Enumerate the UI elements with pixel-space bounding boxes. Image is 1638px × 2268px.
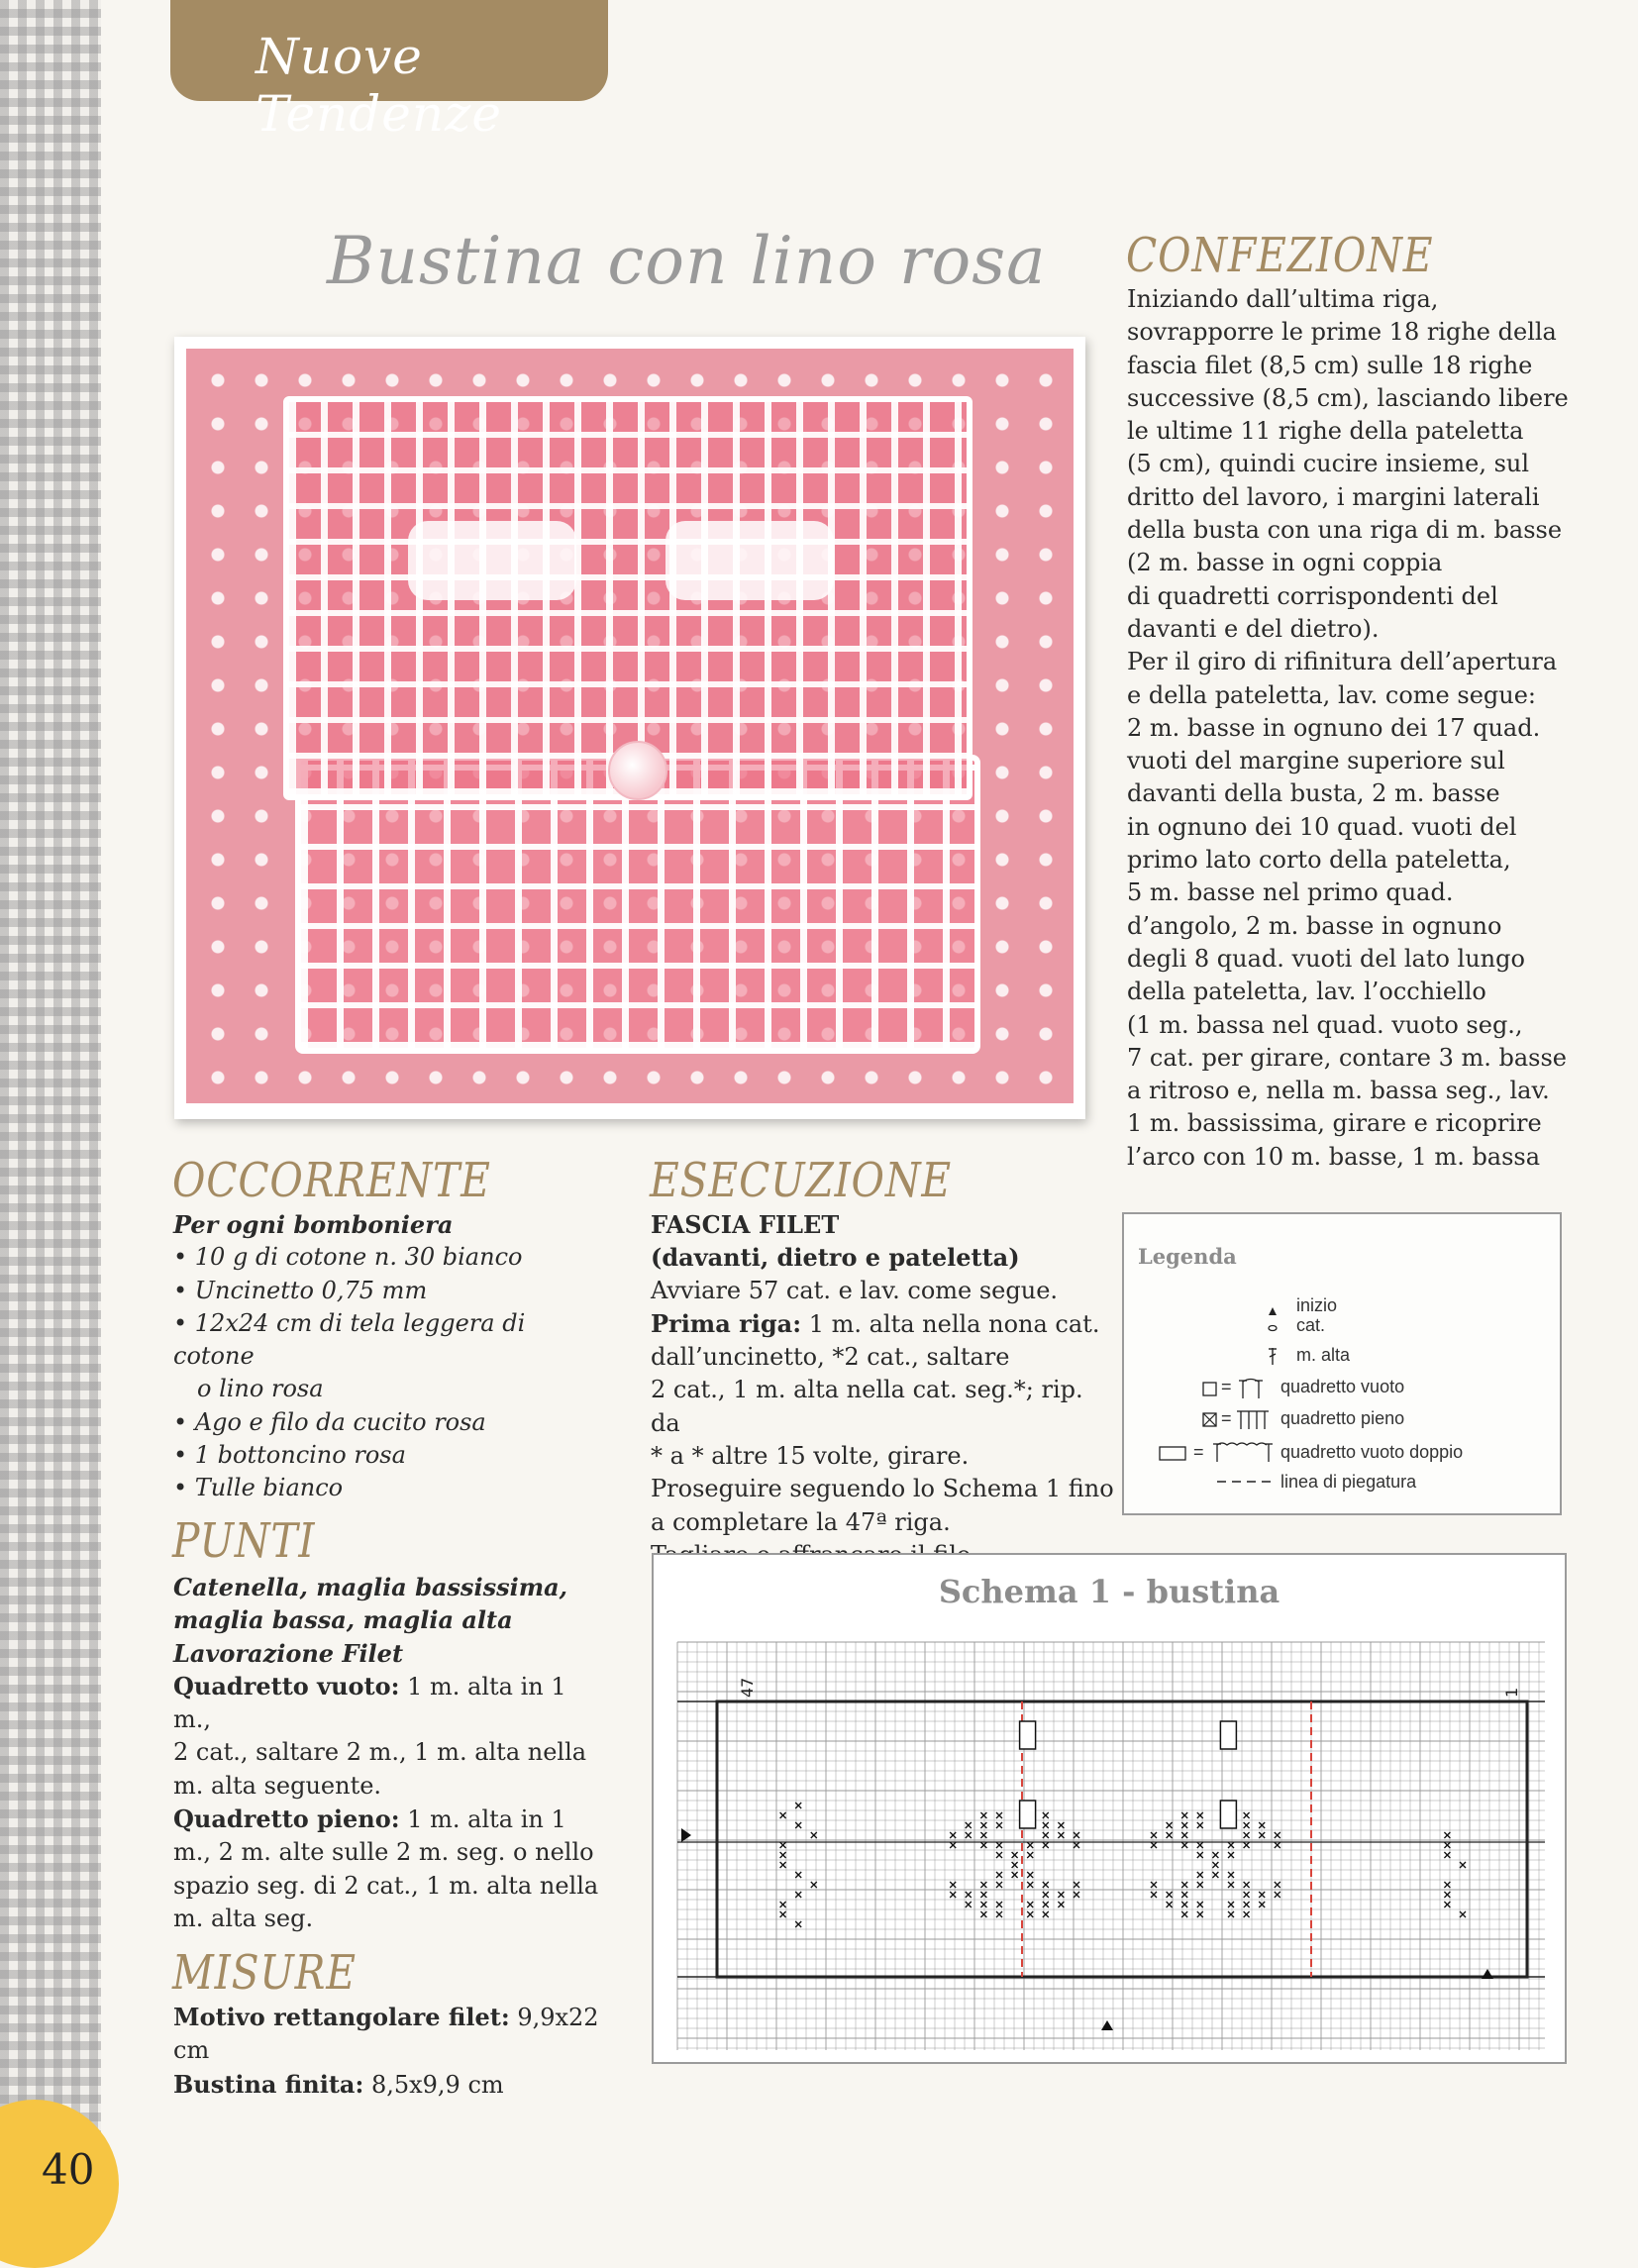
occorrente-item: • Tulle bianco xyxy=(173,1474,344,1502)
motivo-value: 9,9x22 cm xyxy=(173,2004,599,2065)
misure-text xyxy=(173,2001,629,2102)
confezione-line: Iniziando dall’ultima riga, xyxy=(1127,285,1439,313)
quadretto-pieno-line: m., 2 m. alte sulle 2 m. seg. o nello xyxy=(173,1838,594,1867)
legend-m-alta: m. alta xyxy=(1296,1345,1351,1365)
esecuzione-line: 2 cat., 1 m. alta nella cat. seg.*; rip. da xyxy=(651,1376,1083,1437)
legend-pieno: quadretto pieno xyxy=(1280,1408,1405,1428)
page-number-badge xyxy=(0,2100,119,2268)
pink-button xyxy=(608,741,667,800)
esecuzione-line: * a * altre 15 volte, girare. xyxy=(651,1442,970,1471)
row-label-top: 47 xyxy=(738,1677,757,1698)
legend-doppio: quadretto vuoto doppio xyxy=(1280,1442,1464,1462)
quadretto-vuoto-line: 2 cat., saltare 2 m., 1 m. alta nella xyxy=(173,1738,587,1767)
page-number: 40 xyxy=(42,2145,95,2194)
work-area-outline xyxy=(717,1701,1527,1977)
schema-box xyxy=(652,1553,1567,2064)
confezione-line: fascia filet (8,5 cm) sulle 18 righe xyxy=(1127,351,1533,379)
bar-cell xyxy=(1020,1801,1036,1828)
legend-eq: = xyxy=(1221,1408,1232,1428)
confezione-heading: CONFEZIONE xyxy=(1126,228,1434,283)
gingham-border xyxy=(0,0,101,2222)
esecuzione-line: Avviare 57 cat. e lav. come segue. xyxy=(651,1276,1059,1304)
article-title: Bustina con lino rosa xyxy=(327,223,1047,299)
purse-flap xyxy=(283,396,973,800)
confezione-line: d’angolo, 2 m. basse in ognuno xyxy=(1127,911,1502,940)
schema-chart xyxy=(654,1555,1565,2062)
confezione-line: (1 m. bassa nel quad. vuoto seg., xyxy=(1127,1010,1523,1039)
confezione-line: 2 m. basse in ognuno dei 17 quad. xyxy=(1127,713,1541,742)
confezione-line: della pateletta, lav. l’occhiello xyxy=(1127,978,1486,1006)
confezione-line: dritto del lavoro, i margini laterali xyxy=(1127,482,1540,511)
punti-line: maglia bassa, maglia alta xyxy=(173,1605,513,1635)
occorrente-item: • 1 bottoncino rosa xyxy=(173,1441,406,1470)
confezione-line: davanti della busta, 2 m. basse xyxy=(1127,779,1500,808)
flap-motif-left xyxy=(408,521,576,600)
legend-eq: = xyxy=(1193,1442,1204,1462)
confezione-text xyxy=(1127,283,1583,1174)
product-photo xyxy=(174,337,1085,1119)
occorrente-item: • Ago e filo da cucito rosa xyxy=(173,1407,486,1436)
confezione-line: (5 cm), quindi cucire insieme, sul xyxy=(1127,450,1530,478)
occorrente-item: • 10 g di cotone n. 30 bianco xyxy=(173,1243,523,1272)
full-square-stitch-icon xyxy=(1237,1411,1269,1429)
confezione-line: 1 m. bassissima, girare e ricoprire xyxy=(1127,1109,1542,1138)
legend-inizio: inizio xyxy=(1296,1295,1338,1315)
bar-cell xyxy=(1220,1801,1236,1828)
occorrente-item: • Uncinetto 0,75 mm xyxy=(173,1276,428,1304)
confezione-line: 7 cat. per girare, contare 3 m. basse xyxy=(1127,1043,1567,1072)
esecuzione-sub: (davanti, dietro e pateletta) xyxy=(651,1243,1020,1273)
row-label-bottom: 1 xyxy=(1502,1687,1521,1698)
occorrente-heading: OCCORRENTE xyxy=(172,1153,491,1208)
section-tab xyxy=(170,0,608,143)
legend-eq: = xyxy=(1221,1377,1232,1396)
schema-title: Schema 1 - bustina xyxy=(938,1573,1280,1610)
confezione-line: di quadretti corrispondenti del xyxy=(1127,581,1498,610)
occorrente-item: o lino rosa xyxy=(197,1375,324,1403)
legend-piegatura: linea di piegatura xyxy=(1280,1472,1417,1492)
esecuzione-sub: FASCIA FILET xyxy=(651,1210,840,1239)
quadretto-vuoto-label: Quadretto vuoto: xyxy=(173,1671,400,1701)
chain-icon xyxy=(1269,1326,1277,1331)
bustina-value: 8,5x9,9 cm xyxy=(363,2070,504,2099)
confezione-line: 5 m. basse nel primo quad. xyxy=(1127,878,1454,907)
flap-motif-right xyxy=(665,521,834,600)
photo-background xyxy=(186,349,1074,1103)
quadretto-pieno-line: spazio seg. di 2 cat., 1 m. alta nella xyxy=(173,1871,599,1900)
confezione-line: Per il giro di rifinitura dell’apertura xyxy=(1127,648,1558,676)
esecuzione-line: Proseguire seguendo lo Schema 1 fino xyxy=(651,1475,1114,1503)
punti-heading: PUNTI xyxy=(172,1513,316,1569)
punti-line: Catenella, maglia bassissima, xyxy=(173,1573,568,1601)
confezione-line: e della pateletta, lav. come segue: xyxy=(1127,680,1537,709)
legend-box xyxy=(1122,1212,1562,1515)
confezione-line: a ritroso e, nella m. bassa seg., lav. xyxy=(1127,1077,1550,1105)
start-arrow-icon xyxy=(1269,1307,1277,1315)
quadretto-pieno-line: Quadretto pieno: 1 m. alta in 1 xyxy=(173,1804,566,1834)
quadretto-vuoto-line: m. alta seguente. xyxy=(173,1771,382,1800)
section-tab-label: Nuove Tendenze xyxy=(256,28,502,143)
start-arrow-icon xyxy=(1482,1969,1493,1979)
bar-cell xyxy=(1020,1721,1036,1749)
motivo-label: Motivo rettangolare filet: xyxy=(173,2003,510,2031)
confezione-line: in ognuno dei 10 quad. vuoti del xyxy=(1127,812,1517,841)
punti-line: Lavorazione Filet xyxy=(173,1638,404,1668)
empty-square-stitch-icon xyxy=(1239,1380,1263,1399)
occorrente-text xyxy=(173,1208,599,1505)
bar-cell xyxy=(1220,1721,1236,1749)
esecuzione-heading: ESECUZIONE xyxy=(650,1153,953,1208)
confezione-line: degli 8 quad. vuoti del lato lungo xyxy=(1127,944,1525,973)
empty-square-icon xyxy=(1203,1383,1216,1395)
esecuzione-line: dall’uncinetto, *2 cat., saltare xyxy=(651,1343,1010,1372)
prima-riga-label: Prima riga: xyxy=(651,1308,802,1338)
confezione-line: sovrapporre le prime 18 righe della xyxy=(1127,318,1557,347)
occorrente-item: • 12x24 cm di tela leggera di cotone xyxy=(173,1308,526,1371)
confezione-line: vuoti del margine superiore sul xyxy=(1127,747,1505,775)
treble-icon xyxy=(1269,1348,1277,1365)
quadretto-pieno-label: Quadretto pieno: xyxy=(173,1804,400,1834)
confezione-line: della busta con una riga di m. basse xyxy=(1127,516,1563,545)
legend-vuoto: quadretto vuoto xyxy=(1280,1377,1405,1396)
quadretto-pieno-line: m. alta seg. xyxy=(173,1904,314,1932)
esecuzione-line: a completare la 47ª riga. xyxy=(651,1507,951,1536)
quadretto-vuoto-line: Quadretto vuoto: 1 m. alta in 1 m., xyxy=(173,1671,566,1734)
legend-cat: cat. xyxy=(1296,1315,1326,1335)
confezione-line: l’arco con 10 m. basse, 1 m. bassa xyxy=(1127,1142,1541,1171)
confezione-line: le ultime 11 righe della pateletta xyxy=(1127,417,1524,446)
confezione-line: successive (8,5 cm), lasciando libere xyxy=(1127,383,1569,412)
double-empty-square-icon xyxy=(1160,1447,1185,1460)
esecuzione-text: FASCIA FILET (davanti, dietro e pateletta) Avviare 57 cat. e lav. come segue. Prima riga: 1 m. alta nella nona cat. dall’uncinetto, *2 cat., saltare 2 cat., 1 m. alta nella cat. seg.*; rip. da * a * altre 15 volte, girare. Proseguire seguendo lo Schema 1 fino a completare la 47ª riga. xyxy=(651,1208,1116,1572)
confezione-line: davanti e del dietro). xyxy=(1127,614,1380,643)
double-empty-stitch-icon xyxy=(1213,1443,1273,1462)
legend-title: Legenda xyxy=(1138,1244,1237,1269)
occorrente-lead: Per ogni bomboniera xyxy=(173,1210,454,1239)
misure-heading: MISURE xyxy=(172,1945,357,2001)
confezione-line: primo lato corto della pateletta, xyxy=(1127,846,1511,875)
confezione-line: (2 m. basse in ogni coppia xyxy=(1127,549,1443,577)
bustina-label: Bustina finita: xyxy=(173,2069,364,2099)
punti-text xyxy=(173,1571,609,1935)
